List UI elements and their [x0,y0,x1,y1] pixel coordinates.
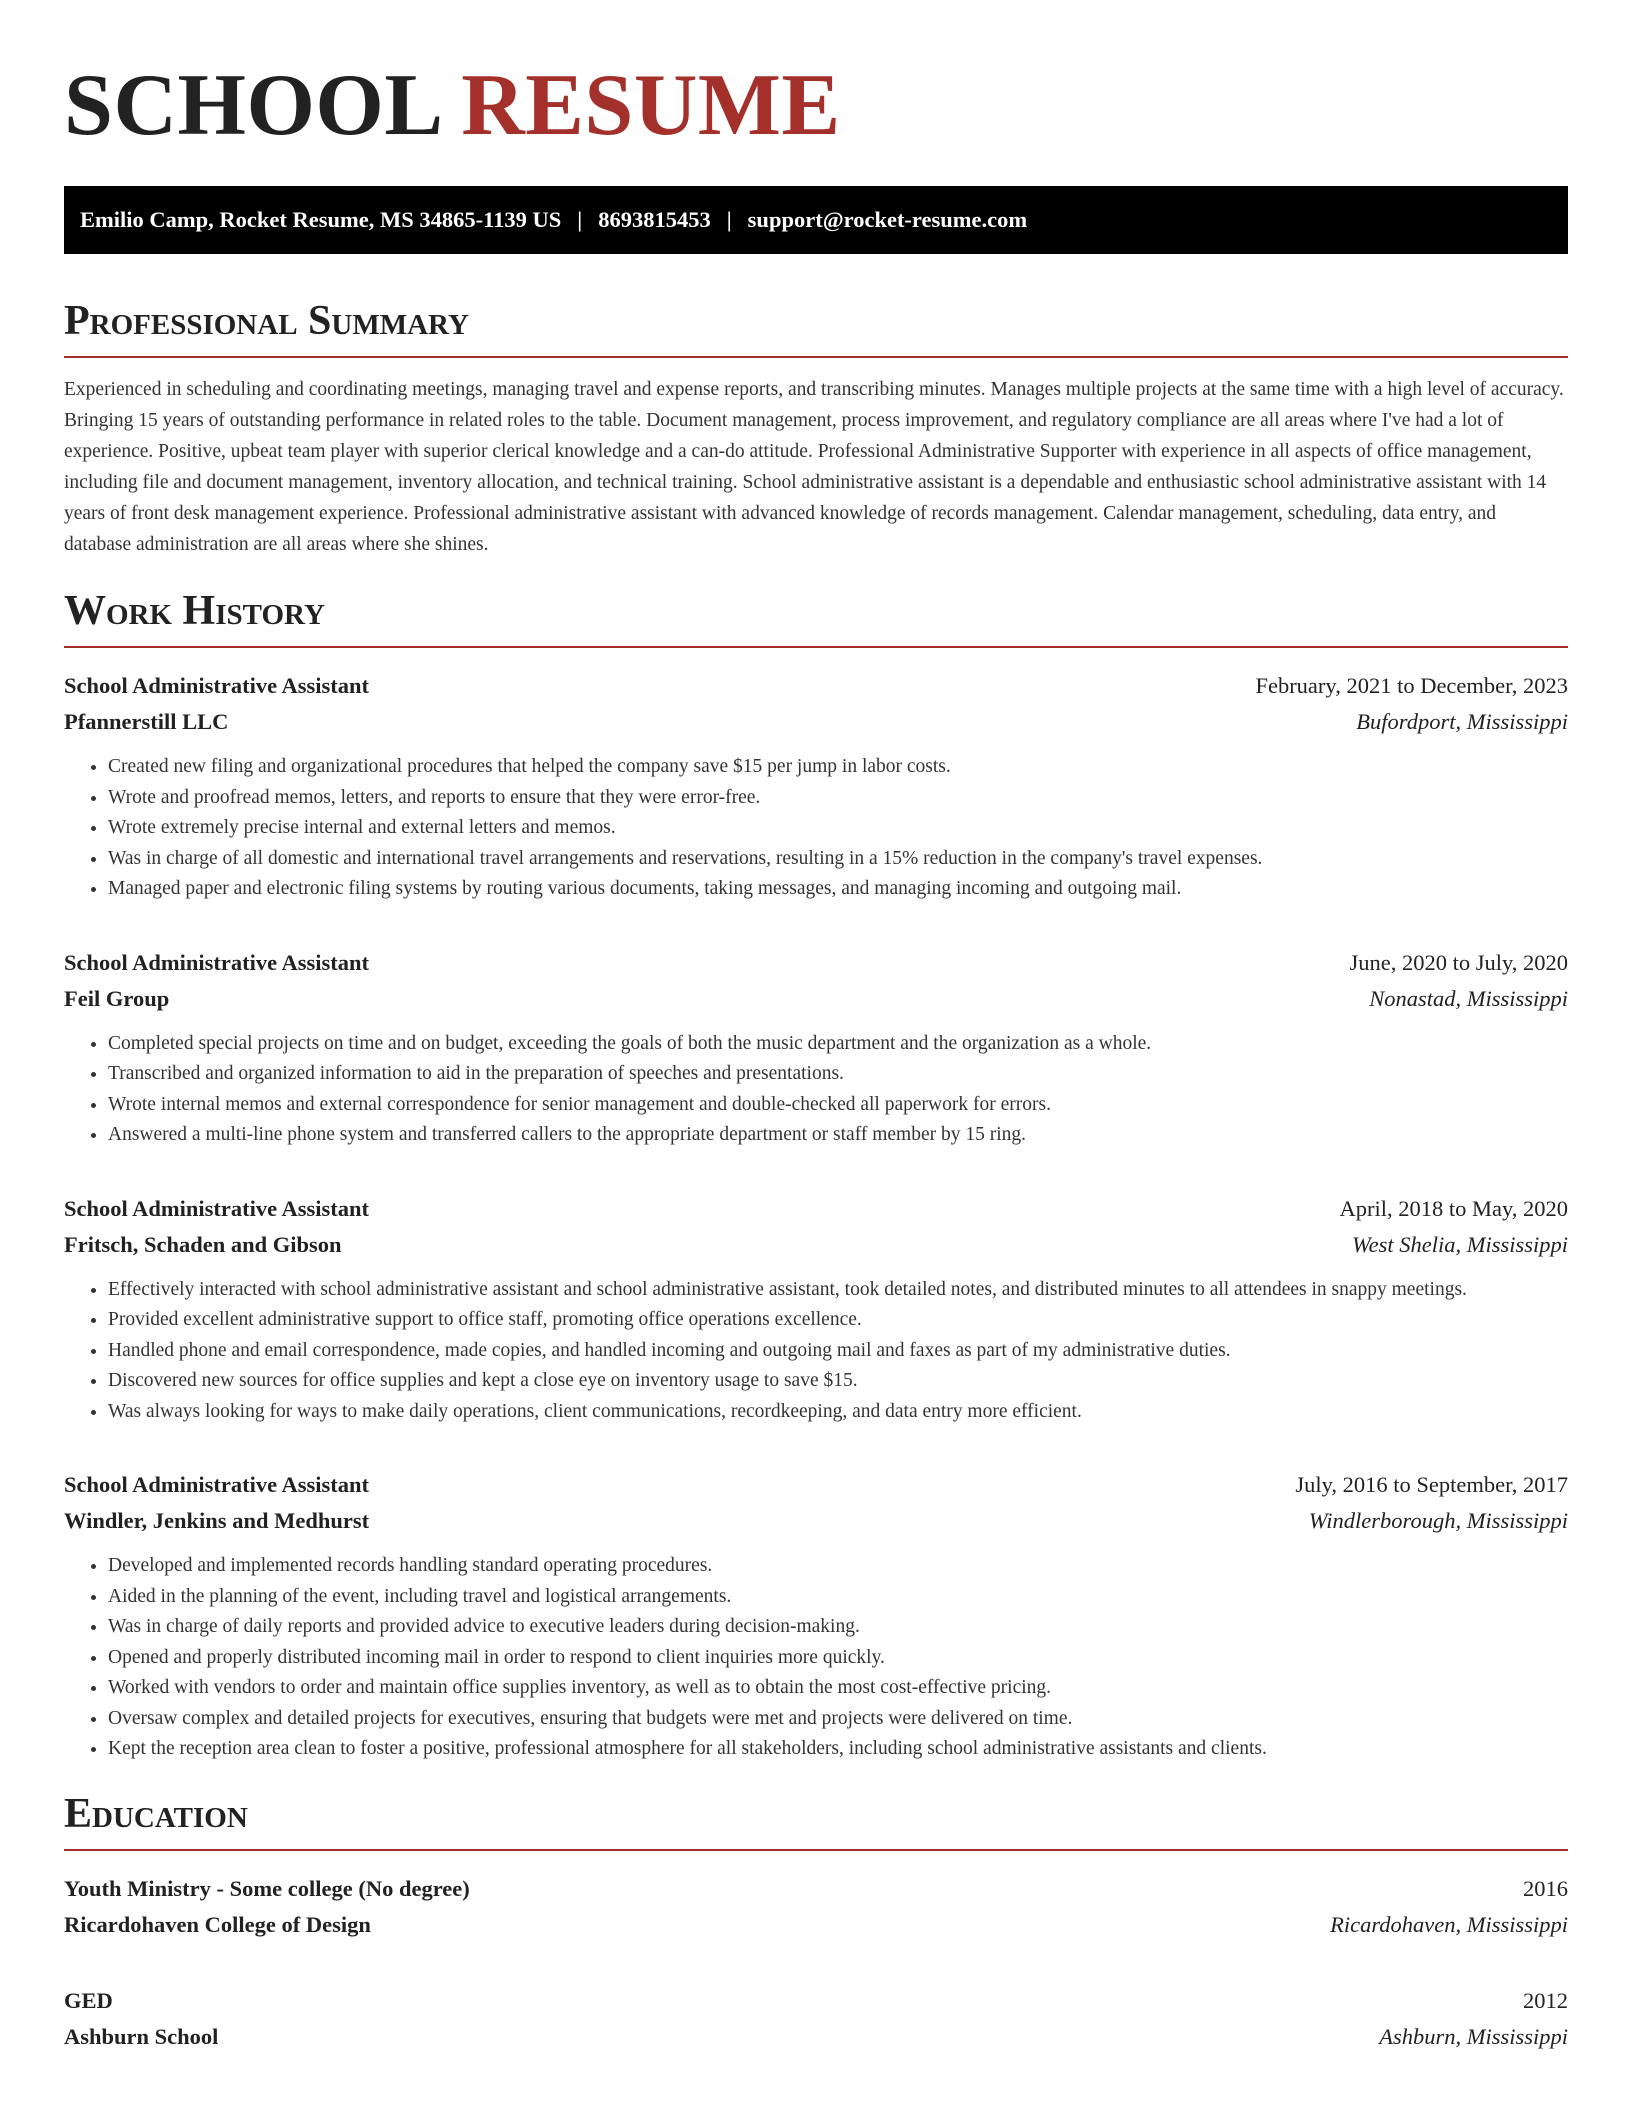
job-duties-list [64,1551,1568,1765]
job-entry [64,1467,1568,1765]
list-item: • Developed and implemented records handling standard operating procedures. [108,1551,1568,1582]
contact-separator: | [577,207,583,232]
education-entry [64,1983,1568,2055]
education-location: Ashburn, Mississippi [1379,2023,1568,2049]
job-company: Fritsch, Schaden and Gibson [64,1231,342,1257]
work-history-heading: Work History [64,588,1568,648]
education-degree: GED [64,1987,113,2013]
job-title-row [64,1191,1568,1227]
education-school-row [64,2019,1568,2055]
list-item: • Was always looking for ways to make daily operations, client communications, recordkeeping, and data entry more efficient. [108,1397,1568,1428]
summary-heading: Professional Summary [64,298,1568,358]
job-title: School Administrative Assistant [64,1472,370,1497]
education-entry [64,1871,1568,1943]
education-year: 2016 [1523,1875,1568,1901]
job-entry [64,668,1568,905]
job-title: School Administrative Assistant [64,949,370,975]
list-item: • Wrote extremely precise internal and external letters and memos. [108,813,1568,844]
list-item: • Was in charge of daily reports and provided advice to executive leaders during decision-making. [108,1612,1568,1643]
education-heading: Education [64,1791,1568,1851]
job-title-row [64,668,1568,704]
list-item: • Wrote internal memos and external correspondence for senior management and double-checked all paperwork for errors. [108,1090,1568,1121]
list-item: • Discovered new sources for office supplies and kept a close eye on inventory usage to save $15. [108,1366,1568,1397]
list-item: • Oversaw complex and detailed projects for executives, ensuring that budgets were met and projects were delivered on time. [108,1704,1568,1735]
job-location: Bufordport, Mississippi [1356,709,1568,734]
job-dates: July, 2016 to September, 2017 [1295,1472,1568,1497]
job-location: Windlerborough, Mississippi [1308,1508,1568,1533]
list-item: • Wrote and proofread memos, letters, and reports to ensure that they were error-free. [108,783,1568,814]
list-item: • Transcribed and organized information to aid in the preparation of speeches and presentations. [108,1059,1568,1090]
job-duties-list [64,1275,1568,1428]
job-company: Feil Group [64,985,170,1011]
list-item: • Handled phone and email correspondence, made copies, and handled incoming and outgoing mail and faxes as part of my administrative duties. [108,1336,1568,1367]
job-dates: February, 2021 to December, 2023 [1255,673,1568,698]
list-item: • Managed paper and electronic filing systems by routing various documents, taking messages, and managing incoming and outgoing mail. [108,874,1568,905]
job-company: Windler, Jenkins and Medhurst [64,1508,370,1533]
job-dates: April, 2018 to May, 2020 [1339,1195,1568,1221]
title-word-resume: RESUME [461,57,841,154]
education-location: Ricardohaven, Mississippi [1330,1911,1568,1937]
contact-address: Emilio Camp, Rocket Resume, MS 34865-1139 US [80,207,562,232]
education-school: Ashburn School [64,2023,219,2049]
list-item: • Provided excellent administrative support to office staff, promoting office operations excellence. [108,1305,1568,1336]
job-title: School Administrative Assistant [64,1195,370,1221]
education-degree: Youth Ministry - Some college (No degree) [64,1875,470,1901]
job-company-row [64,704,1568,740]
job-location: Nonastad, Mississippi [1369,985,1568,1011]
list-item: • Answered a multi-line phone system and transferred callers to the appropriate department or staff member by 15 ring. [108,1120,1568,1151]
education-school-row [64,1907,1568,1943]
list-item: • Worked with vendors to order and maintain office supplies inventory, as well as to obtain the most cost-effective pricing. [108,1673,1568,1704]
job-entry [64,945,1568,1151]
list-item: • Kept the reception area clean to foster a positive, professional atmosphere for all stakeholders, including school administrative assistants and clients. [108,1734,1568,1765]
job-dates: June, 2020 to July, 2020 [1349,949,1568,975]
job-company: Pfannerstill LLC [64,709,229,734]
education-degree-row [64,1871,1568,1907]
job-company-row [64,1503,1568,1539]
contact-separator: | [726,207,732,232]
education-year: 2012 [1523,1987,1568,2013]
contact-email: support@rocket-resume.com [747,207,1028,232]
list-item: • Effectively interacted with school administrative assistant and school administrative assistant, took detailed notes, and distributed minutes to all attendees in snappy meetings. [108,1275,1568,1306]
list-item: • Was in charge of all domestic and international travel arrangements and reservations, resulting in a 15% reduction in the company's travel expenses. [108,844,1568,875]
list-item: • Completed special projects on time and on budget, exceeding the goals of both the music department and the organization as a whole. [108,1029,1568,1060]
job-entry [64,1191,1568,1428]
list-item: • Opened and properly distributed incoming mail in order to respond to client inquiries more quickly. [108,1643,1568,1674]
job-title: School Administrative Assistant [64,673,370,698]
job-duties-list [64,1029,1568,1151]
list-item: • Created new filing and organizational procedures that helped the company save $15 per jump in labor costs. [108,752,1568,783]
summary-text: Experienced in scheduling and coordinating meetings, managing travel and expense reports, and transcribing minutes. Manages multiple projects at the same time with a high level of accuracy. Bringing 15 years of outstanding performance in related roles to the table. Document management, process improvement, and regulatory compliance are all areas where I've had a lot of experience. Positive, upbeat team player with superior clerical knowledge and a can-do attitude. Professional Administrative Supporter with experience in all aspects of office management, including file and document management, inventory allocation, and technical training. School administrative assistant is a dependable and enthusiastic school administrative assistant with 14 years of front desk management experience. Professional administrative assistant with advanced knowledge of records management. Calendar management, scheduling, data entry, and database administration are all areas where she shines. [64,379,1564,555]
education-degree-row [64,1983,1568,2019]
job-location: West Shelia, Mississippi [1351,1231,1568,1257]
job-title-row [64,945,1568,981]
contact-phone: 8693815453 [598,207,711,232]
contact-bar [64,186,1568,254]
job-title-row [64,1467,1568,1503]
title-word-school: SCHOOL [64,57,439,154]
page-title [64,56,1568,156]
job-company-row [64,981,1568,1017]
job-company-row [64,1227,1568,1263]
list-item: • Aided in the planning of the event, including travel and logistical arrangements. [108,1582,1568,1613]
job-duties-list [64,752,1568,905]
education-school: Ricardohaven College of Design [64,1911,371,1937]
